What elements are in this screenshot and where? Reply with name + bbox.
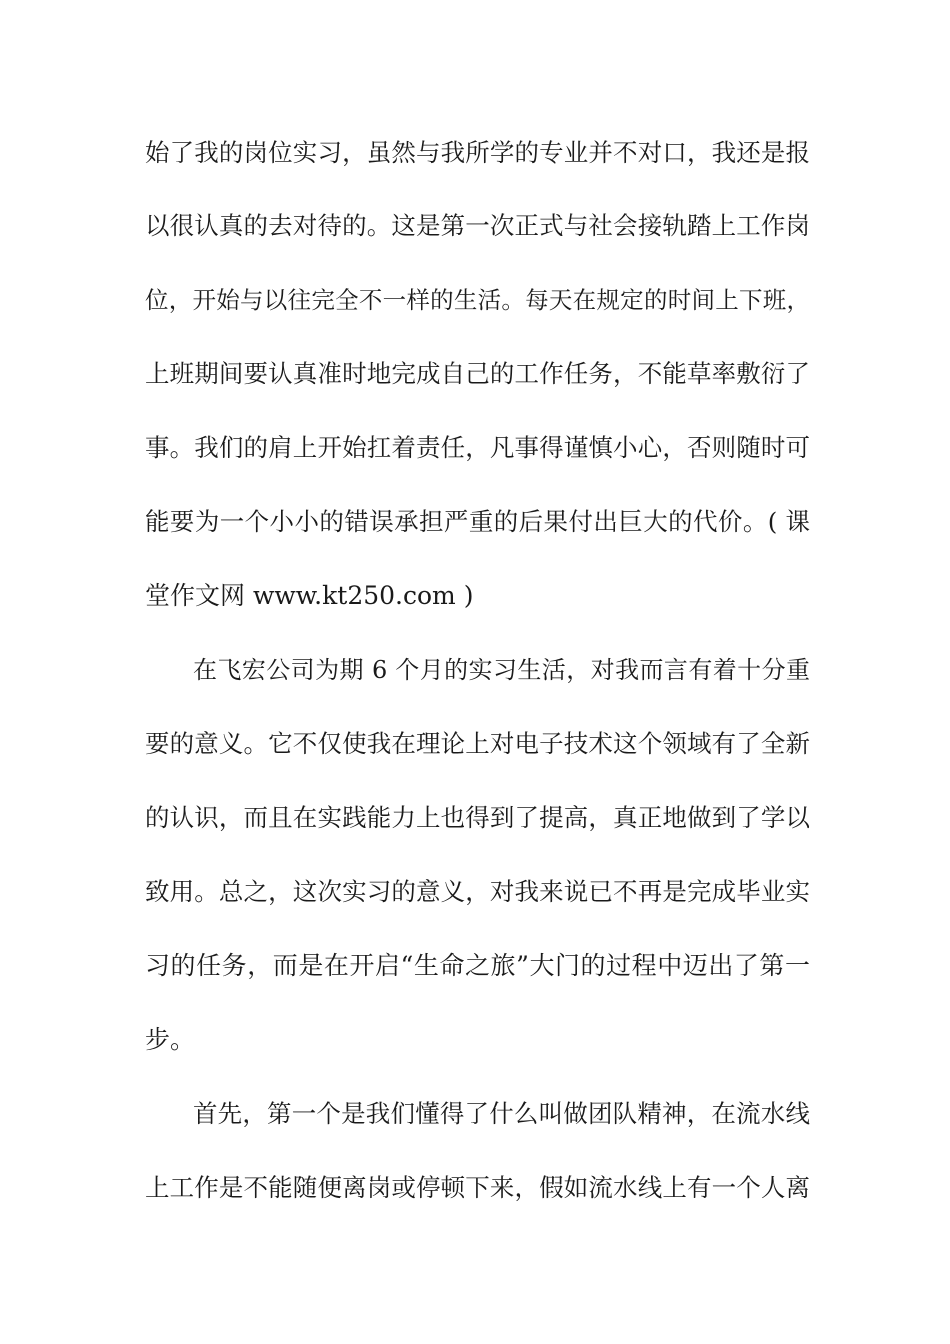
text-line: 要的意义。它不仅使我在理论上对电子技术这个领域有了全新 xyxy=(145,729,810,758)
text-line: 位，开始与以往完全不一样的生活。每天在规定的时间上下班， xyxy=(145,286,810,314)
text-line: 以很认真的去对待的。这是第一次正式与社会接轨踏上工作岗 xyxy=(145,211,810,240)
text-line: 习的任务，而是在开启“生命之旅”大门的过程中迈出了第一 xyxy=(145,951,810,980)
text-line: 在飞宏公司为期 6 个月的实习生活，对我而言有着十分重 xyxy=(193,656,810,684)
text-line: 的认识，而且在实践能力上也得到了提高，真正地做到了学以 xyxy=(145,803,810,832)
text-line: 堂作文网 www.kt250.com ) xyxy=(145,581,474,610)
text-line: 致用。总之，这次实习的意义，对我来说已不再是完成毕业实 xyxy=(145,877,810,906)
text-line: 始了我的岗位实习，虽然与我所学的专业并不对口，我还是报 xyxy=(145,138,810,167)
text-line: 能要为一个小小的错误承担严重的后果付出巨大的代价。( 课 xyxy=(145,507,810,536)
text-line: 上班期间要认真准时地完成自己的工作任务，不能草率敷衍了 xyxy=(145,359,810,388)
text-line: 首先，第一个是我们懂得了什么叫做团队精神，在流水线 xyxy=(193,1099,810,1128)
text-line: 步。 xyxy=(145,1025,196,1054)
text-line: 事。我们的肩上开始扛着责任，凡事得谨慎小心，否则随时可 xyxy=(145,433,810,462)
text-line: 上工作是不能随便离岗或停顿下来，假如流水线上有一个人离 xyxy=(145,1173,810,1202)
